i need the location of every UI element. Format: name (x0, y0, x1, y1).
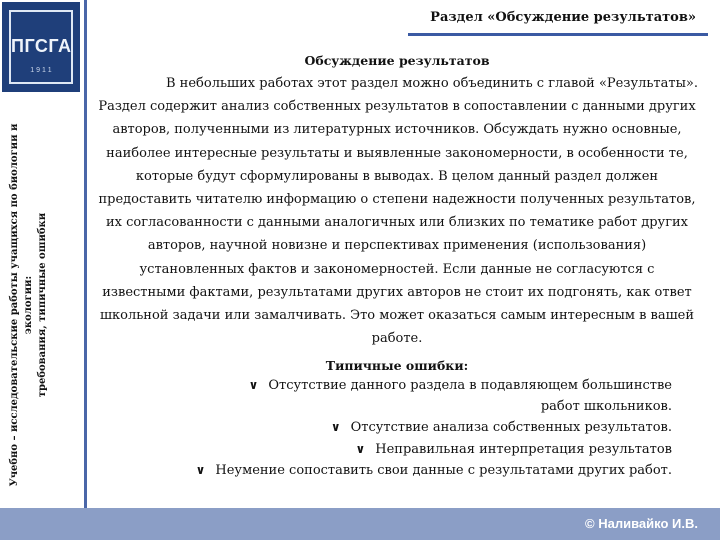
errors-list (92, 375, 702, 482)
check-bullet-icon: ∨ (330, 420, 341, 435)
error-item-text: Неумение сопоставить свои данные с результатами других работ. (215, 463, 672, 479)
list-item (92, 375, 672, 417)
vertical-divider (84, 0, 87, 508)
left-sidebar (0, 0, 82, 508)
logo-text: ПГСГА (11, 36, 72, 56)
header-rule (408, 33, 708, 36)
check-bullet-icon: ∨ (355, 441, 366, 456)
copyright-text: © Наливайко И.В. (585, 516, 698, 531)
section-title: Обсуждение результатов (304, 53, 490, 68)
error-item-text: Отсутствие данного раздела в подавляющем большинстве работ школьников. (268, 378, 672, 414)
list-item (92, 439, 672, 461)
slide-header-title: Раздел «Обсуждение результатов» (430, 10, 696, 25)
errors-title: Типичные ошибки: (325, 358, 469, 374)
section-body-text: В небольших работах этот раздел можно объединить с главой «Результаты». Раздел содержит анализ собственных результатов в сопоставлении с данными других авторов, полученными из литературных источников. Обсуждать нужно основные, наиболее интересные результаты и выявленные закономерности, в особенности те, которые будут сформулированы в выводах. В целом данный раздел должен предоставить читателю информацию о степени надежности полученных результатов, их согласованности с данными аналогичных или близких по тематике работ других авторов, научной новизне и перспективах применения (использования) установленных фактов и закономерностей. Если данные не согласуются с известными фактами, результатами других авторов не стоит их подгонять, как ответ школьной задачи или замалчивать. Это может оказаться самым интересным в вашей работе. (98, 76, 699, 347)
university-logo (2, 2, 80, 92)
main-content (92, 53, 702, 482)
logo-frame (9, 10, 73, 84)
vertical-caption-line-2: требования, типичные ошибки (37, 212, 48, 398)
footer-bar (0, 508, 720, 540)
error-item-text: Неправильная интерпретация результатов (375, 441, 672, 457)
vertical-caption-line-1: Учебно – исследовательские работы учащихся по биологии и экологии: (9, 123, 34, 487)
vertical-caption (8, 105, 50, 505)
list-item (92, 417, 672, 439)
section-body (92, 72, 702, 350)
logo-year: 1 9 1 1 (30, 67, 52, 74)
error-item-text: Отсутствие анализа собственных результатов. (350, 420, 672, 436)
list-item (92, 460, 672, 482)
check-bullet-icon: ∨ (195, 463, 206, 478)
check-bullet-icon: ∨ (248, 378, 259, 393)
